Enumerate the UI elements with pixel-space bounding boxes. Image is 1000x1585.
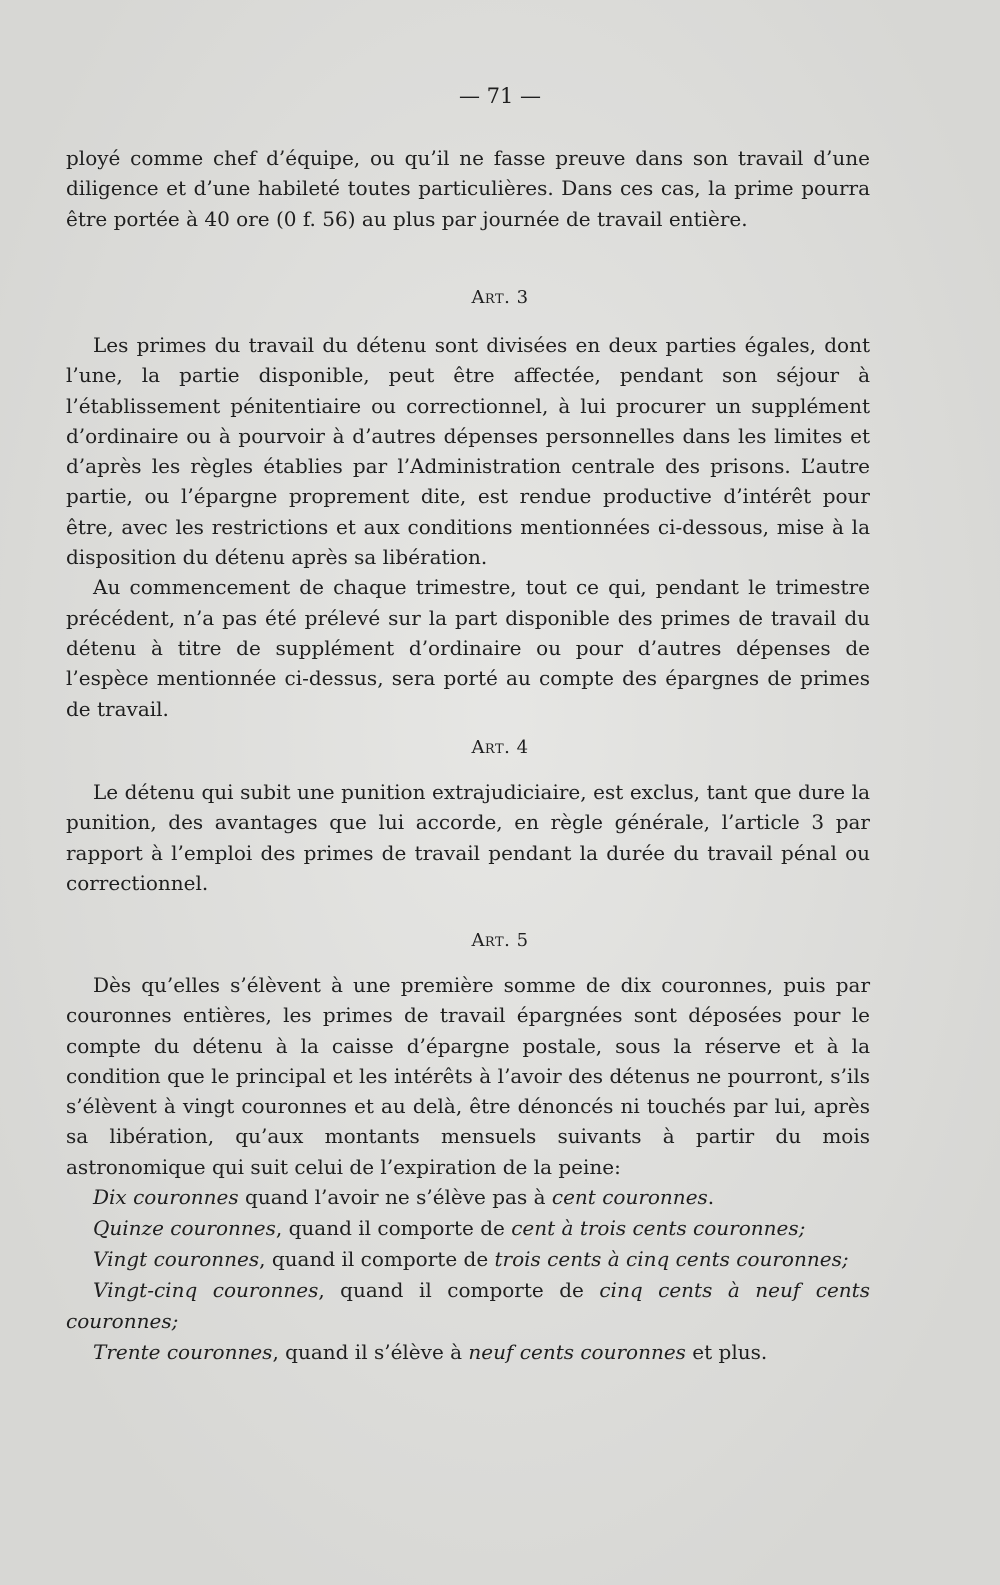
article-4-paragraph-1: Le détenu qui subit une punition extrajudiciaire, est exclus, tant que dure la punition, des avantages que lui accorde, en règle générale, l’article 3 par rapport à l’emploi des primes de travail pendant la durée du travail pénal ou correctionnel. — [66, 780, 870, 895]
schedule-item-range: cent couronnes — [551, 1185, 708, 1210]
schedule-item-amount: Vingt couronnes — [93, 1247, 260, 1272]
article-5-body — [66, 970, 870, 1368]
intro-paragraph: ployé comme chef d’équipe, ou qu’il ne fasse preuve dans son travail d’une diligence et d’une habileté toutes particulières. Dans ces cas, la prime pourra être portée à 40 ore (0 f. 56) au plus par journée de travail entière. — [66, 146, 870, 231]
article-4-heading: Art. 4 — [471, 737, 529, 758]
schedule-item-range: trois cents à cinq cents couronnes; — [494, 1247, 849, 1272]
article-5-heading: Art. 5 — [471, 930, 529, 951]
schedule-item-range: cent à trois cents couronnes; — [511, 1216, 806, 1241]
schedule-item-range: cinq cents à neuf cents couronnes; — [66, 1278, 870, 1334]
article-5-paragraph-1: Dès qu’elles s’élèvent à une première somme de dix couronnes, puis par couronnes entières, les primes de travail épargnées sont déposées pour le compte du détenu à la caisse d’épargne postale, sous la réserve et à la condition que le principal et les intérêts à l’avoir des détenus ne pourront, s’ils s’élèvent à vingt couronnes et au delà, être dénoncés ni touchés par lui, après sa libération, qu’aux montants mensuels suivants à partir du mois astronomique qui suit celui de l’expiration de la peine: — [66, 973, 870, 1179]
schedule-item — [66, 1275, 870, 1337]
article-3-paragraph-2: Au commencement de chaque trimestre, tout ce qui, pendant le trimestre précédent, n’a pas été prélevé sur la part disponible des primes de travail du détenu à titre de supplément d’ordinaire ou pour d’autres dépenses de l’espèce mentionnée ci-dessus, sera porté au compte des épargnes de primes de travail. — [66, 575, 870, 721]
schedule-item-text: quand l’avoir ne s’élève pas à — [238, 1185, 552, 1210]
schedule-item-text: , quand il comporte de — [318, 1278, 600, 1303]
article-3-body — [66, 330, 870, 724]
article-3-paragraph-1: Les primes du travail du détenu sont divisées en deux parties égales, dont l’une, la partie disponible, peut être affectée, pendant son séjour à l’établissement pénitentiaire ou correctionnel, à lui procurer un supplément d’ordinaire ou à pourvoir à d’autres dépenses personnelles dans les limites et d’après les règles établies par l’Administration centrale des prisons. L’autre partie, ou l’épargne proprement dite, est rendue productive d’intérêt pour être, avec les restrictions et aux conditions mentionnées ci-dessous, mise à la disposition du détenu après sa libération. — [66, 333, 870, 570]
schedule-item-text: , quand il comporte de — [259, 1247, 495, 1272]
schedule-item-text: , quand il comporte de — [275, 1216, 512, 1241]
intro-text-block — [66, 143, 870, 234]
schedule-item-text: , quand il s’élève à — [272, 1340, 469, 1365]
schedule-item-amount: Vingt-cinq couronnes — [93, 1278, 319, 1303]
article-3-heading: Art. 3 — [471, 287, 529, 308]
schedule-item-amount: Dix couronnes — [93, 1185, 239, 1210]
schedule-item-end: et plus. — [685, 1340, 768, 1365]
schedule-item — [66, 1244, 870, 1275]
page-number: — 71 — — [458, 84, 542, 108]
schedule-item — [66, 1337, 870, 1368]
schedule-item — [66, 1213, 870, 1244]
schedule-item-amount: Quinze couronnes — [93, 1216, 276, 1241]
schedule-item-amount: Trente couronnes — [93, 1340, 273, 1365]
schedule-item-end: . — [707, 1185, 715, 1210]
schedule-item-range: neuf cents couronnes — [468, 1340, 686, 1365]
schedule-item — [66, 1182, 870, 1213]
article-4-body — [66, 777, 870, 898]
